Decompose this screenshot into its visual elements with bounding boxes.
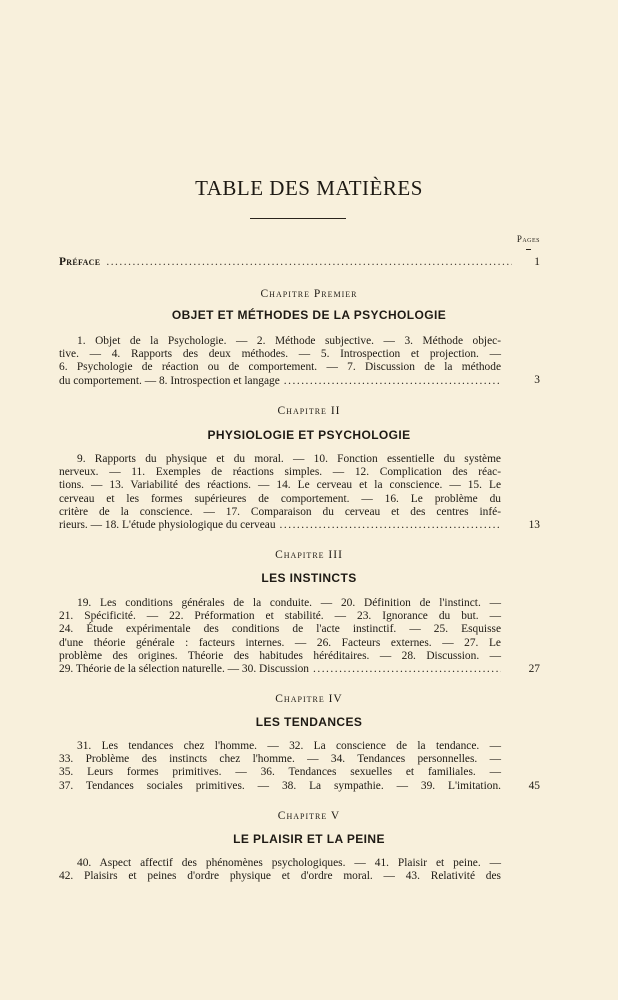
chapter-title: LES INSTINCTS <box>261 571 357 585</box>
summary-line: nerveux. — 11. Exemples de réactions simples. — 12. Complication des réac- <box>59 466 501 479</box>
summary-line: d'une théorie générale : facteurs internes. — 26. Facteurs externes. — 27. Le <box>59 636 501 649</box>
summary-line-text: rieurs. — 18. L'étude physiologique du cerveau <box>59 519 276 532</box>
preface-page: 1 <box>534 256 540 268</box>
summary-line: tions. — 13. Variabilité des réactions. — 14. Le cerveau et la conscience. — 15. Le <box>59 479 501 492</box>
chapter-summary <box>59 857 501 883</box>
chapter-title: OBJET ET MÉTHODES DE LA PSYCHOLOGIE <box>171 308 447 322</box>
summary-line-last <box>59 375 501 388</box>
chapter-summary <box>59 597 501 676</box>
chapter-title: PHYSIOLOGIE ET PSYCHOLOGIE <box>207 428 411 442</box>
leader-dots <box>313 663 501 676</box>
summary-line: critère de la conscience. — 17. Comparaison du cerveau et des centres infé- <box>59 505 501 518</box>
summary-line: 19. Les conditions générales de la conduite. — 20. Définition de l'instinct. — <box>77 597 501 609</box>
summary-line: 40. Aspect affectif des phénomènes psychologiques. — 41. Plaisir et peine. — <box>77 857 501 869</box>
summary-line: 24. Étude expérimentale des conditions de l'acte instinctif. — 25. Esquisse <box>59 623 501 636</box>
summary-line-last <box>59 519 501 532</box>
leader-dots <box>106 256 512 269</box>
summary-line: tive. — 4. Rapports des deux méthodes. — 5. Introspection et projection. — <box>59 348 501 361</box>
title-rule <box>250 218 346 219</box>
chapter-label: Chapitre V <box>277 810 341 822</box>
leader-dots <box>284 375 501 388</box>
chapter-page-number: 3 <box>534 374 540 386</box>
summary-line: 33. Problème des instincts chez l'homme. — 34. Tendances personnelles. — <box>59 753 501 766</box>
summary-line: 35. Leurs formes primitives. — 36. Tendances sexuelles et familiales. — <box>59 766 501 779</box>
page-title: TABLE DES MATIÈRES <box>195 176 423 200</box>
chapter-summary <box>59 335 501 388</box>
summary-line: 42. Plaisirs et peines d'ordre physique et d'ordre moral. — 43. Relativité des <box>59 870 501 883</box>
summary-line-text: du comportement. — 8. Introspection et langage <box>59 374 280 387</box>
chapter-label: Chapitre II <box>277 405 341 417</box>
chapter-label: Chapitre III <box>275 549 343 561</box>
preface-entry <box>59 256 540 269</box>
chapter-summary <box>59 453 501 532</box>
chapter-page-number: 45 <box>528 780 540 792</box>
chapter-page-number: 13 <box>528 519 540 531</box>
summary-line: 1. Objet de la Psychologie. — 2. Méthode subjective. — 3. Méthode objec- <box>77 335 501 347</box>
pages-column-header: Pages <box>516 234 540 244</box>
summary-line: cerveau et les formes supérieures de comportement. — 16. Le problème du <box>59 492 501 505</box>
chapter-page-number: 27 <box>528 663 540 675</box>
preface-label: Préface <box>59 256 101 268</box>
leader-dots <box>280 519 501 532</box>
summary-line: 37. Tendances sociales primitives. — 38. La sympathie. — 39. L'imitation. <box>59 779 501 792</box>
chapter-title: LES TENDANCES <box>255 715 363 729</box>
summary-line-text: 29. Théorie de la sélection naturelle. — 30. Discussion <box>59 663 310 676</box>
summary-line: 31. Les tendances chez l'homme. — 32. La conscience de la tendance. — <box>77 740 501 752</box>
summary-line: problème des origines. Théorie des habitudes héréditaires. — 28. Discussion. — <box>59 649 501 662</box>
summary-line-last <box>59 663 501 676</box>
chapter-label: Chapitre Premier <box>260 288 358 300</box>
chapter-summary <box>59 740 501 793</box>
summary-line: 21. Spécificité. — 22. Préformation et stabilité. — 23. Ignorance du but. — <box>59 610 501 623</box>
summary-line: 6. Psychologie de réaction ou de comportement. — 7. Discussion de la méthode <box>59 361 501 374</box>
chapter-label: Chapitre IV <box>275 693 343 705</box>
chapter-title: LE PLAISIR ET LA PEINE <box>233 832 385 846</box>
summary-line: 9. Rapports du physique et du moral. — 10. Fonction essentielle du système <box>77 453 501 465</box>
